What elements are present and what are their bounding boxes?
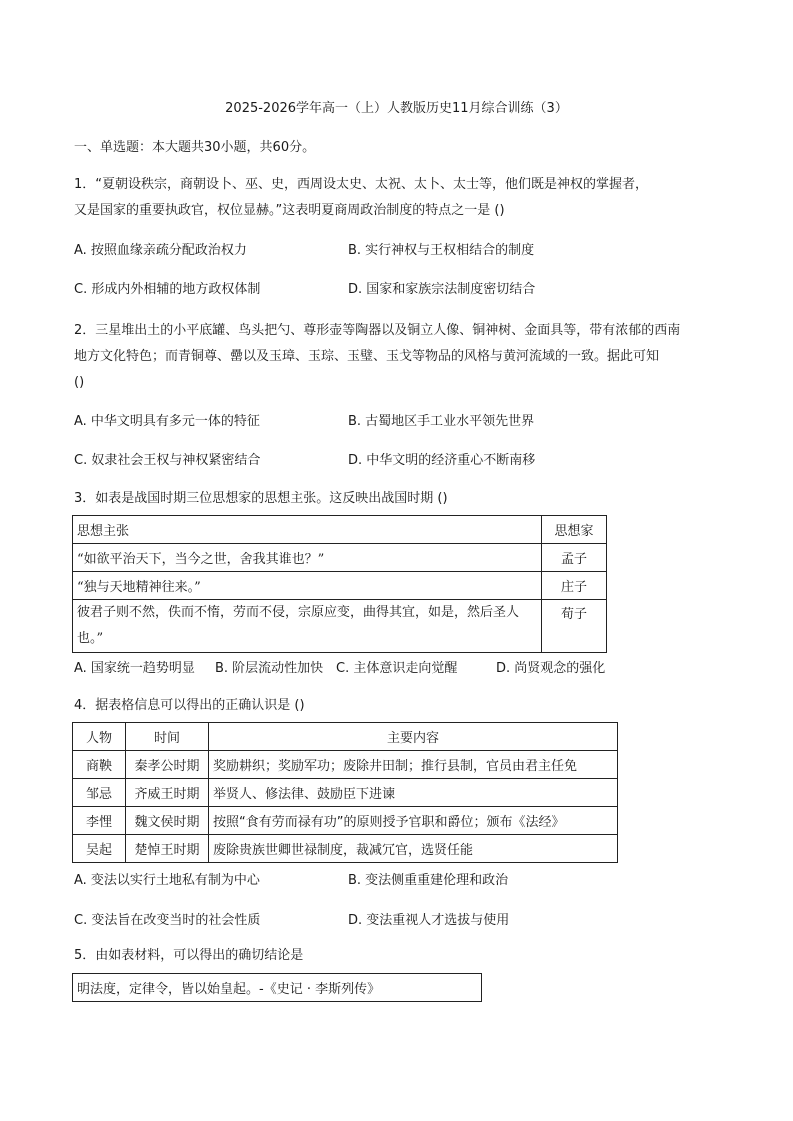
q2-stem-line2: 地方文化特色；而青铜尊、罍以及玉璋、玉琮、玉璧、玉戈等物品的风格与黄河流域的一致。据此可知 [74, 349, 660, 364]
q1-option-c[interactable]: C. 形成内外相辅的地方政权体制 [74, 282, 261, 297]
table-cell: 荀子 [542, 600, 607, 653]
q4-option-a[interactable]: A. 变法以实行土地私有制为中心 [74, 873, 260, 888]
table-row [73, 600, 607, 653]
table-cell: 魏文侯时期 [126, 807, 209, 835]
q2-stem-line1: 2．三星堆出土的小平底罐、鸟头把勺、尊形壶等陶器以及铜立人像、铜神树、金面具等，带有浓郁的西南 [74, 323, 681, 338]
section-heading: 一、单选题：本大题共30小题，共60分。 [74, 140, 316, 155]
table-cell: 秦孝公时期 [126, 751, 209, 779]
table-header-cell: 思想家 [542, 516, 607, 544]
table-header-cell: 思想主张 [73, 516, 542, 544]
q3-stem: 3．如表是战国时期三位思想家的思想主张。这反映出战国时期 () [74, 491, 448, 506]
table-row [73, 779, 618, 807]
q4-option-d[interactable]: D. 变法重视人才选拔与使用 [348, 913, 510, 928]
table-cell: 奖励耕织；奖励军功；废除井田制；推行县制，官员由君主任免 [209, 751, 618, 779]
q2-stem-line3: () [74, 375, 85, 390]
q4-table [72, 722, 618, 863]
table-cell: 商鞅 [73, 751, 126, 779]
table-header-cell: 时间 [126, 723, 209, 751]
table-row [73, 807, 618, 835]
table-cell: 邹忌 [73, 779, 126, 807]
table-row [73, 751, 618, 779]
table-cell: “如欲平治天下，当今之世，舍我其谁也？” [73, 544, 542, 572]
q2-option-b[interactable]: B. 古蜀地区手工业水平领先世界 [348, 414, 535, 429]
q2-option-d[interactable]: D. 中华文明的经济重心不断南移 [348, 453, 536, 468]
table-cell: 按照“食有劳而禄有功”的原则授予官职和爵位；颁布《法经》 [209, 807, 618, 835]
q3-option-b[interactable]: B. 阶层流动性加快 [215, 661, 324, 676]
table-header-cell: 主要内容 [209, 723, 618, 751]
table-header-row [73, 723, 618, 751]
q4-stem: 4．据表格信息可以得出的正确认识是 () [74, 698, 305, 713]
table-cell: 吴起 [73, 835, 126, 863]
q4-option-b[interactable]: B. 变法侧重重建伦理和政治 [348, 873, 509, 888]
table-cell: 孟子 [542, 544, 607, 572]
table-cell: 李悝 [73, 807, 126, 835]
q2-option-c[interactable]: C. 奴隶社会王权与神权紧密结合 [74, 453, 261, 468]
q1-option-a[interactable]: A. 按照血缘亲疏分配政治权力 [74, 243, 247, 258]
table-header-cell: 人物 [73, 723, 126, 751]
q4-option-c[interactable]: C. 变法旨在改变当时的社会性质 [74, 913, 261, 928]
table-row [73, 974, 482, 1002]
q5-material-table [72, 973, 482, 1002]
table-cell: 彼君子则不然，佚而不惰，劳而不侵，宗原应变，曲得其宜，如是，然后圣人也。” [73, 600, 542, 653]
table-row [73, 544, 607, 572]
table-cell: 废除贵族世卿世禄制度，裁减冗官，选贤任能 [209, 835, 618, 863]
q1-option-b[interactable]: B. 实行神权与王权相结合的制度 [348, 243, 535, 258]
table-header-row [73, 516, 607, 544]
table-cell: “独与天地精神往来。” [73, 572, 542, 600]
table-cell: 庄子 [542, 572, 607, 600]
table-row [73, 572, 607, 600]
q3-option-a[interactable]: A. 国家统一趋势明显 [74, 661, 195, 676]
q5-stem: 5．由如表材料，可以得出的确切结论是 [74, 948, 304, 963]
q1-stem-line2: 又是国家的重要执政官，权位显赫。”这表明夏商周政治制度的特点之一是 () [74, 203, 505, 218]
table-row [73, 835, 618, 863]
q2-option-a[interactable]: A. 中华文明具有多元一体的特征 [74, 414, 260, 429]
q3-table [72, 515, 607, 653]
table-cell: 举贤人、修法律、鼓励臣下进谏 [209, 779, 618, 807]
q1-stem-line1: 1．“夏朝设秩宗，商朝设卜、巫、史，西周设太史、太祝、太卜、太士等，他们既是神权的掌握者， [74, 177, 649, 192]
q3-option-d[interactable]: D. 尚贤观念的强化 [496, 661, 606, 676]
table-cell: 齐威王时期 [126, 779, 209, 807]
q3-option-c[interactable]: C. 主体意识走向觉醒 [336, 661, 458, 676]
table-cell: 明法度，定律令，皆以始皇起。-《史记 · 李斯列传》 [73, 974, 482, 1002]
table-cell: 楚悼王时期 [126, 835, 209, 863]
q1-option-d[interactable]: D. 国家和家族宗法制度密切结合 [348, 282, 536, 297]
page-title: 2025-2026学年高一（上）人教版历史11月综合训练（3） [225, 101, 568, 116]
